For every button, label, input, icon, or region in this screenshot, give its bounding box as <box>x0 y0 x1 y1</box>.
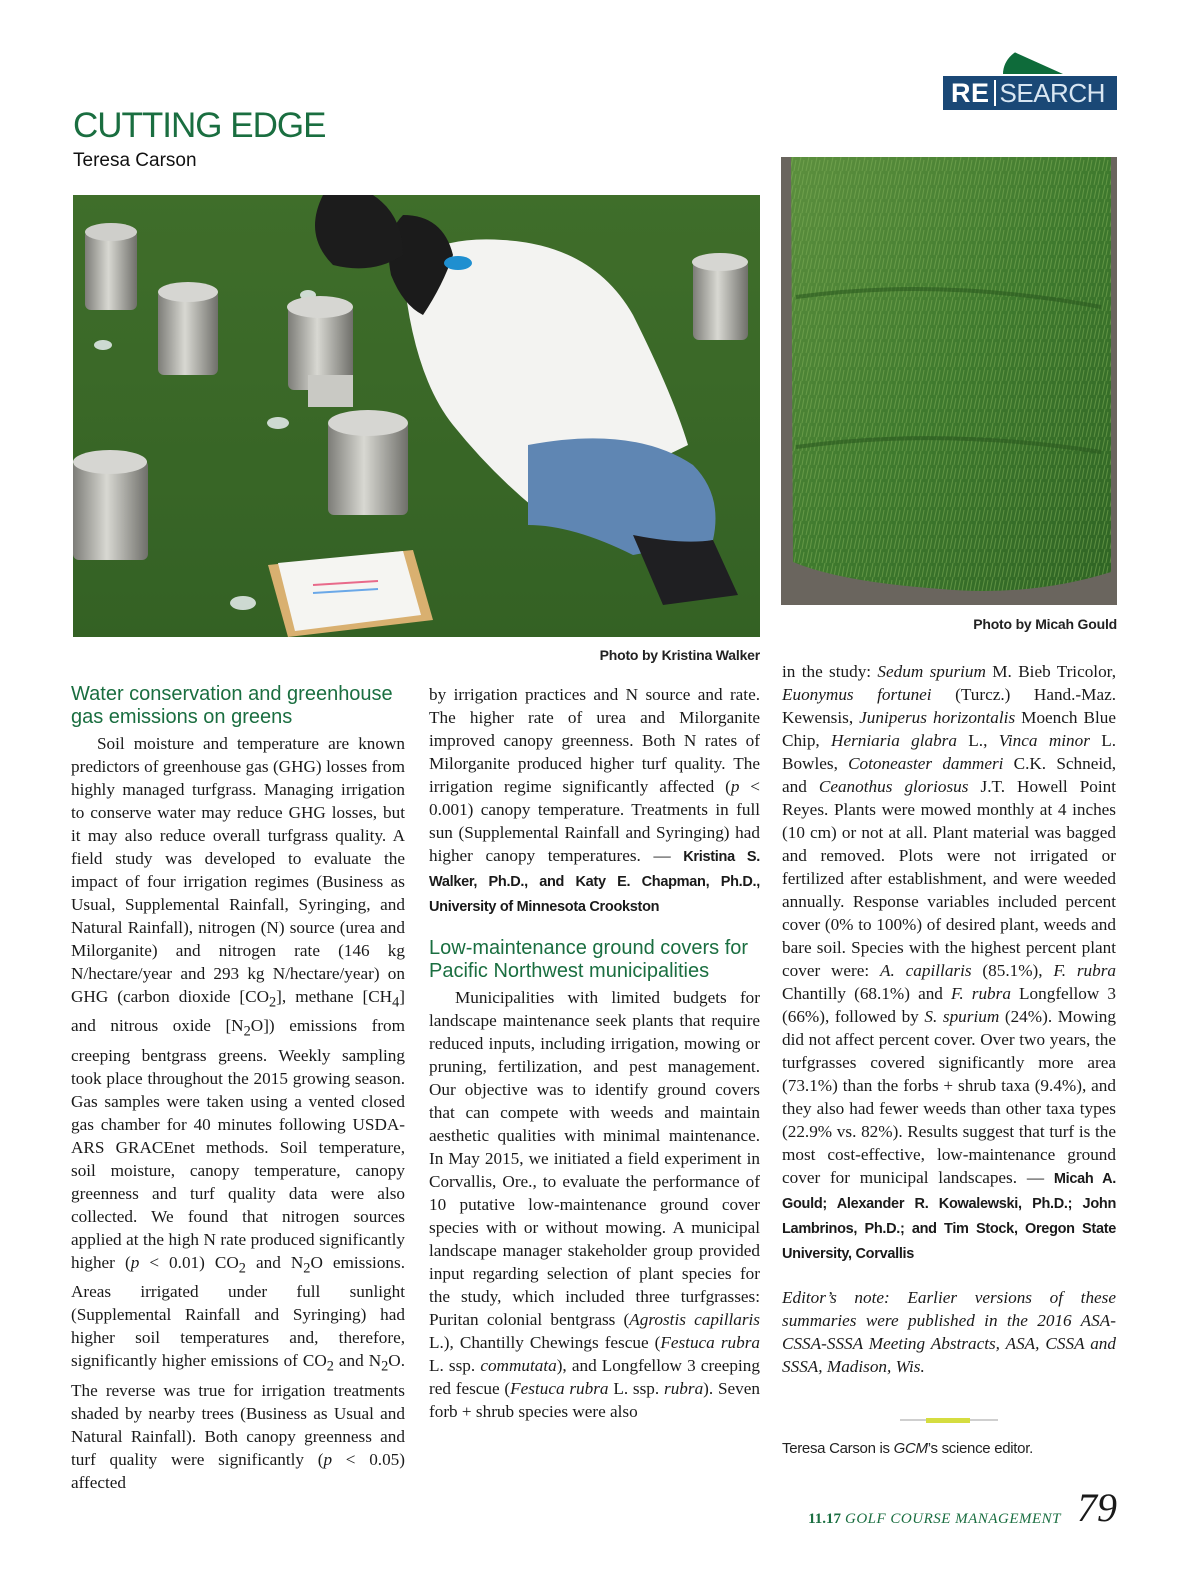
article-2-authors: Micah A. Gould; Alexander R. Kowalewski, Ph.D.; John Lambrinos, Ph.D.; and Tim Stock, Oregon State University, Corvallis <box>782 1171 1116 1262</box>
logo-leaf-icon <box>1003 47 1063 74</box>
author-footnote: Teresa Carson is GCM’s science editor. <box>782 1440 1033 1457</box>
footer-issue-and-magazine <box>808 1510 1061 1528</box>
page-footer <box>808 1485 1117 1530</box>
article-1-body-start: Soil moisture and temperature are known predictors of greenhouse gas (GHG) losses from highly managed turfgrass. Managing irrigation to conserve water may reduce GHG losses, but it may also reduce overall turfgrass quality. A field study was developed to evaluate the impact of four irrigation regimes (Business as Usual, Supplemental Rainfall, Syringing, and Natural Rainfall), nitrogen (N) source (urea and Milorganite) and nitrogen rate (146 kg N/hectare/year and 293 kg N/hectare/year) on GHG (carbon dioxide $[CO_2]$, methane $[CH_4]$ and nitrous oxide $[N_2O]$) emissions from creeping bentgrass greens. Weekly sampling took place throughout the 2015 growing season. Gas samples were taken using a vented closed gas chamber for 40 minutes following USDA-ARS GRACEnet methods. Soil temperature, soil moisture, canopy temperature, canopy greenness and turf quality data were also collected. We found that nitrogen sources applied at the high N rate produced significantly higher (p < 0.01) $CO_2$ and $N_2O$ emissions. Areas irrigated under full sunlight (Supplemental Rainfall and Syringing) had higher soil temperatures and, therefore, significantly higher emissions of $CO_2$ and $N_2O$. The reverse was true for irrigation treatments shaded by nearby trees (Business as Usual and Natural Rainfall). Both canopy greenness and turf quality were significantly (p < 0.05) affected <box>71 734 406 1492</box>
logo-re: RE <box>951 77 990 108</box>
article-1-authors: Kristina S. Walker, Ph.D., and Katy E. Chapman, Ph.D., University of Minnesota Crookston <box>429 849 760 915</box>
article-column-3 <box>782 660 1116 1378</box>
photo-credit-left: Photo by Kristina Walker <box>599 647 760 663</box>
research-logo <box>943 76 1117 110</box>
article-2-body-end: in the study: Sedum spurium M. Bieb Tricolor, Euonymus fortunei (Turcz.) Hand.-Maz. Kewensis, Juniperus horizontalis Moench Blue Chip, Herniaria glabra L., Vinca minor L. Bowles, Cotoneaster dammeri C.K. Schneid, and Ceanothus gloriosus J.T. Howell Point Reyes. Plants were mowed monthly at 4 inches (10 cm) or not at all. Plant material was bagged and removed. Plots were not irrigated or fertilized after establishment, and were weeded annually. Response variables included percent cover (0% to 100%) of desired plant, weeds and bare soil. Species with the highest percent plant cover were: A. capillaris (85.1%), F. rubra Chantilly (68.1%) and F. rubra Longfellow 3 (66%), followed by S. spurium (24%). Mowing did not affect percent cover. Over two years, the turfgrasses covered significantly more area (73.1%) than the forbs + shrub taxa (9.4%), and they also had fewer weeds than other taxa types (22.9% vs. 82%). Results suggest that turf is the most cost-effective, low-maintenance ground cover for municipal landscapes. — Micah A. Gould; Alexander R. Kowalewski, Ph.D.; John Lambrinos, Ph.D.; and Tim Stock, Oregon State University, Corvallis <box>782 662 1117 1262</box>
article-1-column-1 <box>71 683 405 1494</box>
divider-accent <box>926 1418 970 1423</box>
page-number: 79 <box>1077 1485 1117 1530</box>
section-title: CUTTING EDGE <box>73 106 326 145</box>
photo-researcher-on-green <box>73 195 760 637</box>
article-column-2 <box>429 683 760 1423</box>
article-1-body-end: by irrigation practices and N source and rate. The higher rate of urea and Milorganite improved canopy greenness. Both N rates of Milorganite produced higher turf quality. The irrigation regime significantly affected (p < 0.001) canopy temperature. Treatments in full sun (Supplemental Rainfall and Syringing) had higher canopy temperatures. — Kristina S. Walker, Ph.D., and Katy E. Chapman, Ph.D., University of Minnesota Crookston <box>429 685 761 915</box>
footer-magazine: GOLF COURSE MANAGEMENT <box>845 1511 1061 1527</box>
editors-note: Editor’s note: Earlier versions of these summaries were published in the 2016 ASA-CSSA-SSSA Meeting Abstracts, ASA, CSSA and SSSA, Madison, Wis. <box>782 1288 1116 1376</box>
byline: Teresa Carson <box>73 150 197 171</box>
logo-divider <box>994 80 996 106</box>
footer-issue: 11.17 <box>808 1511 841 1527</box>
logo-search: SEARCH <box>999 77 1105 108</box>
photo-credit-right: Photo by Micah Gould <box>973 616 1117 632</box>
article-2-body-start: Municipalities with limited budgets for landscape maintenance seek plants that require reduced inputs, including irrigation, mowing or pruning, fertilization, and pest management. Our objective was to identify ground covers that can compete with weeds and maintain aesthetic qualities with minimal maintenance. In May 2015, we initiated a field experiment in Corvallis, Ore., to evaluate the performance of 10 putative low-maintenance ground cover species with or without mowing. A municipal landscape manager stakeholder group provided input regarding selection of plant species for the study, which included three turfgrasses: Puritan colonial bentgrass (Agrostis capillaris L.), Chantilly Chewings fescue (Festuca rubra L. ssp. commutata), and Longfellow 3 creeping red fescue (Festuca rubra L. ssp. rubra). Seven forb + shrub species were also <box>429 988 760 1421</box>
article-2-heading: Low-maintenance ground covers for Pacific Northwest municipalities <box>429 937 749 982</box>
article-1-heading: Water conservation and greenhouse gas emissions on greens <box>71 683 393 728</box>
photo-turf-plots <box>781 157 1117 605</box>
